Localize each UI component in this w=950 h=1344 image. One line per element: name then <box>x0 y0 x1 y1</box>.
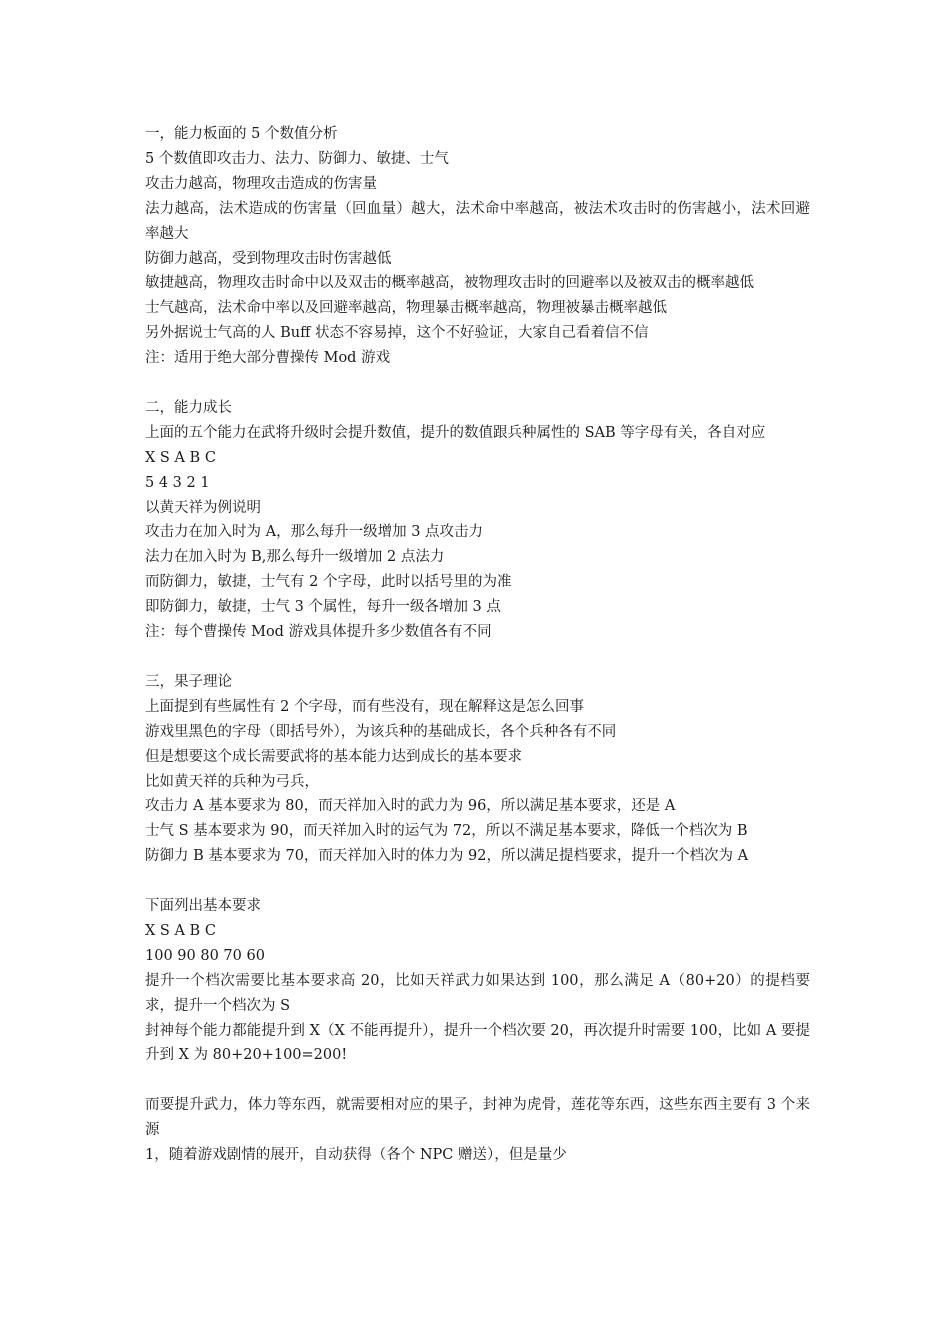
text-line: 法力越高，法术造成的伤害量（回血量）越大，法术命中率越高，被法术攻击时的伤害越小，法术回避率越大 <box>145 200 810 242</box>
text-line: 即防御力，敏捷，士气 3 个属性，每升一级各增加 3 点 <box>145 599 501 616</box>
requirement-values-line: 100 90 80 70 60 <box>145 947 265 964</box>
blank-line <box>145 869 810 894</box>
requirement-letters-line: X S A B C <box>145 922 216 939</box>
text-line: 而要提升武力，体力等东西，就需要相对应的果子，封神为虎骨，莲花等东西，这些东西主要有 3 个来源 <box>145 1097 810 1139</box>
text-line: 攻击力 A 基本要求为 80，而天祥加入时的武力为 96，所以满足基本要求，还是 A <box>145 798 676 815</box>
document-body <box>145 122 810 1168</box>
text-line: 下面列出基本要求 <box>145 898 261 915</box>
text-line: 攻击力在加入时为 A，那么每升一级增加 3 点攻击力 <box>145 524 484 541</box>
text-line: 提升一个档次需要比基本要求高 20，比如天祥武力如果达到 100，那么满足 A（80+20）的提档要求，提升一个档次为 S <box>145 972 810 1014</box>
text-line: 敏捷越高，物理攻击时命中以及双击的概率越高，被物理攻击时的回避率以及被双击的概率越低 <box>145 275 754 292</box>
text-line: 法力在加入时为 B,那么每升一级增加 2 点法力 <box>145 549 445 566</box>
heading-section-2: 二，能力成长 <box>145 399 232 416</box>
blank-line <box>145 371 810 396</box>
heading-section-3: 三，果子理论 <box>145 673 232 690</box>
text-line: 士气越高，法术命中率以及回避率越高，物理暴击概率越高，物理被暴击概率越低 <box>145 300 667 317</box>
text-line: 防御力 B 基本要求为 70，而天祥加入时的体力为 92，所以满足提档要求，提升一个档次为 A <box>145 848 749 865</box>
text-line: 上面提到有些属性有 2 个字母，而有些没有，现在解释这是怎么回事 <box>145 698 584 715</box>
list-item: 1，随着游戏剧情的展开，自动获得（各个 NPC 赠送），但是量少 <box>145 1147 567 1164</box>
heading-section-1: 一，能力板面的 5 个数值分析 <box>145 126 338 142</box>
text-line: 而防御力，敏捷，士气有 2 个字母，此时以括号里的为准 <box>145 574 512 591</box>
grade-letters-line: X S A B C <box>145 449 216 466</box>
text-line: 封神每个能力都能提升到 X（X 不能再提升），提升一个档次要 20，再次提升时需要 100，比如 A 要提升到 X 为 80+20+100=200! <box>145 1022 810 1064</box>
note-line: 注：适用于绝大部分曹操传 Mod 游戏 <box>145 350 391 367</box>
blank-line <box>145 645 810 670</box>
grade-values-line: 5 4 3 2 1 <box>145 474 210 491</box>
text-line: 上面的五个能力在武将升级时会提升数值，提升的数值跟兵种属性的 SAB 等字母有关，各自对应 <box>145 424 766 441</box>
text-line: 5 个数值即攻击力、法力、防御力、敏捷、士气 <box>145 150 449 167</box>
text-line: 另外据说士气高的人 Buff 状态不容易掉，这个不好验证，大家自己看着信不信 <box>145 325 649 342</box>
blank-line <box>145 1068 810 1093</box>
text-line: 士气 S 基本要求为 90，而天祥加入时的运气为 72，所以不满足基本要求，降低一个档次为 B <box>145 823 748 840</box>
text-line: 但是想要这个成长需要武将的基本能力达到成长的基本要求 <box>145 748 522 765</box>
text-line: 以黄天祥为例说明 <box>145 499 261 516</box>
text-line: 攻击力越高，物理攻击造成的伤害量 <box>145 175 377 192</box>
text-line: 比如黄天祥的兵种为弓兵， <box>145 773 319 790</box>
note-line: 注：每个曹操传 Mod 游戏具体提升多少数值各有不同 <box>145 624 492 641</box>
text-line: 游戏里黑色的字母（即括号外），为该兵种的基础成长，各个兵种各有不同 <box>145 723 617 740</box>
text-line: 防御力越高，受到物理攻击时伤害越低 <box>145 250 392 267</box>
